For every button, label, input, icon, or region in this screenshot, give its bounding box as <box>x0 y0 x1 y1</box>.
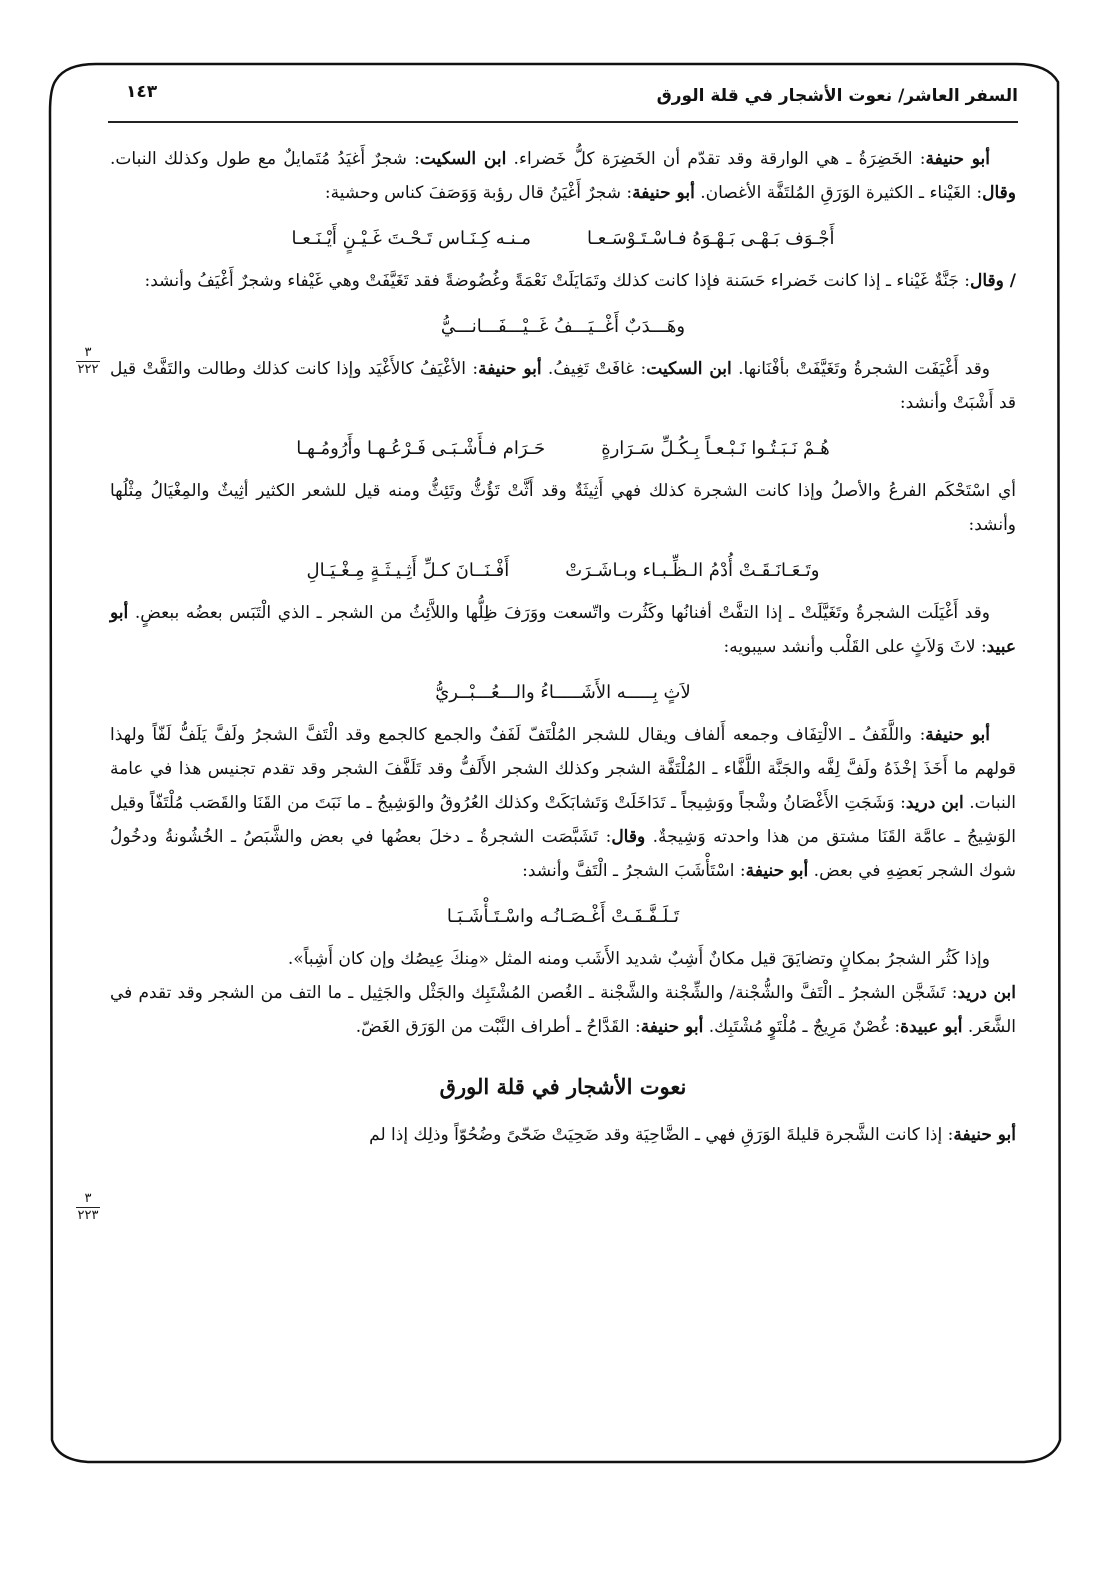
verse-hemistich: أَفْـنَــانَ كـلِّ أَثِـيـثَـةٍ مِـغْـيَـالِ <box>306 560 510 581</box>
verse <box>110 678 1016 708</box>
paragraph: ابن دريد: تَشَجَّن الشجرُ ـ الْتَفَّ والشُّجْنة/ والشِّجْنة والشَّجْنة ـ الغُصن المُشْتَبِك والجَثْل والجَثِيل ـ ما التف من الشجر وقد تقدم في الشَّعَر. أبو عبيدة: غُصْنٌ مَرِيجٌ ـ مُلْتَوٍ مُشْتَبِك. أبو حنيفة: القَدَّاحُ ـ أطراف النَّبْت من الوَرَق الغَضّ. <box>110 983 1017 1037</box>
page-number: ١٤٣ <box>126 82 158 102</box>
header-rule <box>108 121 1018 123</box>
paragraph: أي اسْتَحْكَم الفرعُ والأصلُ وإذا كانت الشجرة كذلك فهي أَثِيثَةٌ وقد أَثَّتْ تَؤُثُّ وتَئِثُّ ومنه قيل للشعر الكثير أثِيثٌ والمِغْيَالُ مِثْلُها وأنشد: <box>110 481 1016 535</box>
verse <box>110 902 1016 932</box>
verse-hemistich: وتَـعَـانَـقَـتْ أُدْمُ الـظِّـبـاء وبـاشَـرَتْ <box>565 560 820 581</box>
verse-hemistich: هُـمْ نَـبَـتُـوا نَـبْـعـاً بِـكُـلِّ سَـرَارةٍ <box>601 438 830 459</box>
page-header <box>108 80 1018 120</box>
paragraph: وقد أَغْيَفَت الشجرةُ وتَغَيَّفَتْ بأفْنَانها. ابن السكيت: غافَتْ تَغِيفُ. أبو حنيفة: الأغْيَفُ كالأَغْيَد وإذا كانت كذلك وطالت والتَفَّتْ قيل قد أَشْبَتْ وأنشد: <box>110 359 1016 413</box>
paragraph: أبو حنيفة: واللَّفَفُ ـ الالْتِفَاف وجمعه أَلفاف ويقال للشجر المُلْتَفّ لَفَفٌ والجمع كالجمع وقد الْتَفَّ الشجرُ ولَفَّ يَلَفُّ لَفّاً ولهذا قولهم ما أَخَذَ إخْذَهُ ولَفَّ لِفَّه والجَنَّة اللَّفَّاء ـ المُلْتَفَّة الشجر وكذلك الشجر الأَلَفُّ وقد تَلَفَّفَ الشجر وقد تقدم تجنيس هذا في عامة النبات. ابن دريد: وَشَجَتِ الأَغْصَانُ وشْجاً ووَشِيجاً ـ تَدَاخَلَتْ وَتَشابَكَتْ وكذلك العُرُوقُ والوَشِيجُ ـ ما نَبَتَ من القَنَا والقَصَب مُلْتَفّاً وقيل الوَشِيجُ ـ عامَّة القَنَا مشتق من هذا واحدته وَشِيجةٌ. وقال: تَشَبَّصَت الشجرةُ ـ دخلَ بعضُها في بعض والشَّبَصُ ـ الخُشُونةُ ودخُولُ شوك الشجر بَعضِهِ في بعض. أبو حنيفة: اسْتَأْشَبَ الشجرُ ـ الْتَفَّ وأنشد: <box>110 725 1017 881</box>
running-title: السفر العاشر/ نعوت الأشجار في قلة الورق <box>656 86 1018 106</box>
verse-hemistich: حَـرَام فـأَشْـبَـى فَـرْعُـهـا وأَرُومُـهـا <box>296 438 546 459</box>
section-heading: نعوت الأشجار في قلة الورق <box>439 1074 687 1099</box>
paragraph: أبو حنيفة: إذا كانت الشَّجرة قليلةَ الوَرَقِ فهي ـ الضَّاحِيَة وقد ضَحِيَتْ ضَحّىً وضُحُوّاً وذلِك إذا لم <box>369 1125 1016 1145</box>
verse-hemistich: لاَثٍ بِـــــه الأَشَـــــاءُ والـــعُـــبْــريُّ <box>435 682 691 703</box>
paragraph: وإذا كَثُر الشجرُ بمكانٍ وتضايَقَ قيل مكانٌ أَشِبٌ شديد الأَشَب ومنه المثل «مِنكَ عِيصُك وإن كان أَشِباً». <box>287 949 990 969</box>
margin-note-2: ٣ ٢٢٣ <box>77 1191 99 1223</box>
paragraph: أبو حنيفة: الخَضِرَةُ ـ هي الوارقة وقد تقدّم أن الخَضِرَة كلُّ خَضراء. ابن السكيت: شجرٌ أَغيَدُ مُتَمايلٌ مع طول وكذلك النبات. وقال: الغَيْناء ـ الكثيرة الوَرَقِ المُلتَفَّة الأغصان. أبو حنيفة: شجرٌ أَغْيَنُ قال رؤبة وَوَصَفَ كناس وحشية: <box>110 149 1016 203</box>
verse-hemistich: مـنـه كِـنَـاس تَـحْـتَ غَـيْـنٍ أَيْـنَـعـا <box>291 228 532 249</box>
verse-hemistich: وهَـــدَبٌ أَغْــيَـــفُ غَــيْـــفَـــانـــيُّ <box>440 316 686 337</box>
margin-note-1: ٣ ٢٢٢ <box>77 345 99 377</box>
verse <box>110 434 1016 464</box>
verse-hemistich: أَجْـوَف بَـهْـى بَـهْـوَهُ فـاسْـتَـوْسَـعـا <box>587 228 835 249</box>
page-body <box>110 142 1016 1152</box>
verse <box>110 556 1016 586</box>
verse <box>110 224 1016 254</box>
paragraph: وقد أَغْيَلَت الشجرةُ وتَغَيَّلَتْ ـ إذا التفَّتْ أفنانُها وكَثُرت واتّسعت ووَرَفَ ظِلُّها واللاَّئِثُ من الشجر ـ الذي الْتَبَس بعضُه ببعضٍ. أبو عبيد: لاثَ وَلاَثٍ على القَلْب وأنشد سيبويه: <box>110 603 1016 657</box>
paragraph: / وقال: جَنَّةٌ غَيْناء ـ إذا كانت خَضراء حَسَنة فإذا كانت كذلك وتَمَايَلَتْ نَعْمَةً وغُضُوضةً فقد تَغَيَّفَتْ وهي غَيْفاء وشجرٌ أَغْيَفُ وأنشد: <box>144 271 1016 291</box>
verse-hemistich: تَـلَـفَّـفَـتْ أَغْـصَـانُـه واسْـتَـأْشَـبَـا <box>446 906 680 927</box>
verse <box>110 312 1016 342</box>
